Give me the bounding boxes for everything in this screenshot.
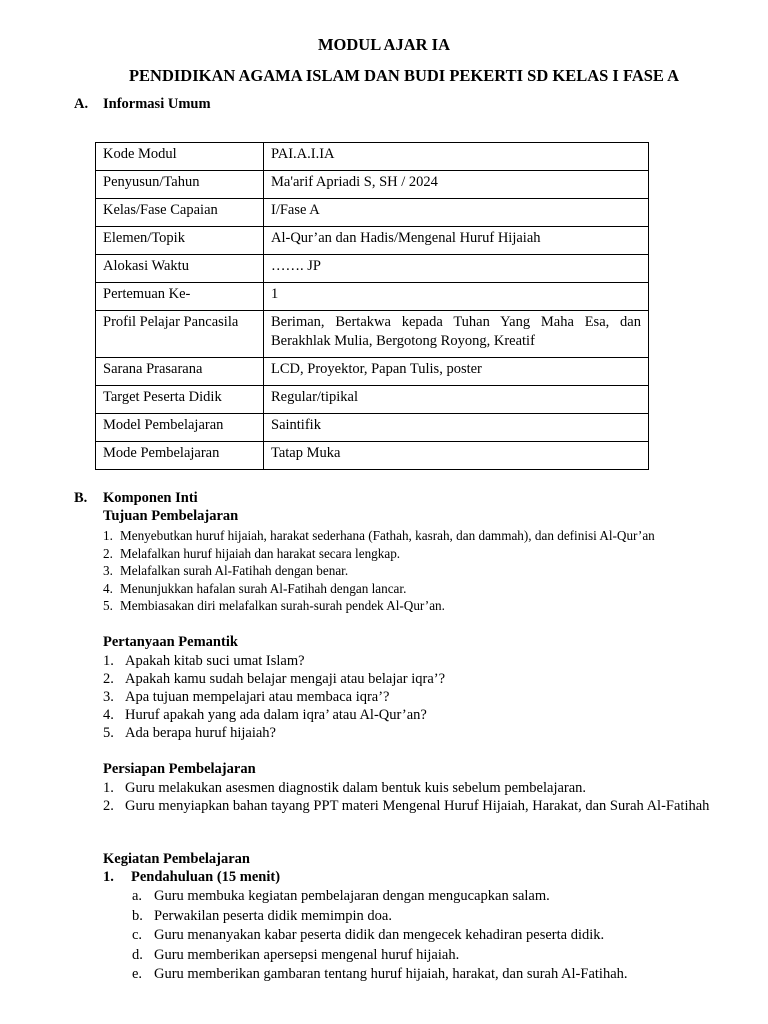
- info-value: Al-Qur’an dan Hadis/Mengenal Huruf Hijaiah: [264, 227, 649, 255]
- info-row: [96, 283, 649, 311]
- section-b-letter: B.: [74, 490, 88, 506]
- kegiatan-item-number: d.: [132, 946, 143, 963]
- kegiatan-item: [132, 926, 732, 946]
- info-row: [96, 199, 649, 227]
- pertanyaan-item-text: Huruf apakah yang ada dalam iqra’ atau Al-Qur’an?: [125, 707, 427, 723]
- pendahuluan-list: [132, 887, 732, 985]
- section-a-letter: A.: [74, 96, 89, 112]
- kegiatan-item-text: Guru memberikan apersepsi mengenal huruf hijaiah.: [154, 946, 460, 963]
- persiapan-heading: Persiapan Pembelajaran: [103, 761, 256, 777]
- persiapan-item-number: 2.: [103, 798, 114, 814]
- tujuan-item-number: 5.: [103, 598, 113, 613]
- tujuan-item-text: Menyebutkan huruf hijaiah, harakat sederhana (Fathah, kasrah, dan dammah), dan definisi Al-Qur’an: [120, 528, 655, 543]
- info-row: [96, 255, 649, 283]
- info-table: [95, 142, 649, 470]
- pertanyaan-heading: Pertanyaan Pemantik: [103, 634, 238, 650]
- tujuan-item: [103, 545, 743, 563]
- info-key: Penyusun/Tahun: [96, 171, 264, 199]
- kegiatan-item-number: a.: [132, 888, 143, 904]
- tujuan-list: [103, 527, 743, 615]
- pertanyaan-item: [103, 652, 733, 670]
- info-value: Beriman, Bertakwa kepada Tuhan Yang Maha Esa, dan Berakhlak Mulia, Bergotong Royong, Kreatif: [264, 311, 649, 358]
- section-a-title: Informasi Umum: [103, 96, 211, 112]
- info-key: Kode Modul: [96, 143, 264, 171]
- tujuan-item-text: Melafalkan surah Al-Fatihah dengan benar.: [120, 563, 349, 578]
- info-value: LCD, Proyektor, Papan Tulis, poster: [264, 358, 649, 386]
- info-value: Regular/tipikal: [264, 386, 649, 414]
- tujuan-item-number: 2.: [103, 545, 113, 561]
- kegiatan-item-text: Perwakilan peserta didik memimpin doa.: [154, 907, 392, 924]
- tujuan-item-text: Menunjukkan hafalan surah Al-Fatihah dengan lancar.: [120, 580, 407, 596]
- pertanyaan-item-text: Apakah kamu sudah belajar mengaji atau belajar iqra’?: [125, 671, 446, 687]
- info-value: ……. JP: [264, 255, 649, 283]
- kegiatan-item: [132, 965, 732, 985]
- info-row: [96, 143, 649, 171]
- info-key: Pertemuan Ke-: [96, 283, 264, 311]
- kegiatan-heading: Kegiatan Pembelajaran: [103, 851, 250, 867]
- info-row: [96, 386, 649, 414]
- kegiatan-item: [132, 887, 732, 907]
- info-key: Model Pembelajaran: [96, 414, 264, 442]
- pertanyaan-item-number: 5.: [103, 725, 114, 741]
- tujuan-item-number: 3.: [103, 563, 113, 578]
- kegiatan-item-number: c.: [132, 927, 143, 943]
- tujuan-item-number: 4.: [103, 580, 113, 596]
- pertanyaan-item-text: Ada berapa huruf hijaiah?: [125, 725, 276, 741]
- pertanyaan-item-number: 4.: [103, 707, 114, 723]
- info-key: Sarana Prasarana: [96, 358, 264, 386]
- info-key: Profil Pelajar Pancasila: [96, 311, 264, 358]
- persiapan-list: [103, 779, 730, 815]
- tujuan-item: [103, 562, 743, 580]
- info-value: Saintifik: [264, 414, 649, 442]
- pertanyaan-item: [103, 724, 733, 742]
- tujuan-item-text: Melafalkan huruf hijaiah dan harakat secara lengkap.: [120, 545, 401, 561]
- pertanyaan-item-number: 1.: [103, 653, 114, 669]
- document-title: MODUL AJAR IA: [317, 35, 450, 54]
- pendahuluan-label: Pendahuluan (15 menit): [131, 869, 281, 885]
- document-subtitle: PENDIDIKAN AGAMA ISLAM DAN BUDI PEKERTI SD KELAS I FASE A: [128, 66, 680, 85]
- persiapan-item-number: 1.: [103, 780, 114, 796]
- info-key: Target Peserta Didik: [96, 386, 264, 414]
- persiapan-item: [103, 797, 730, 815]
- pertanyaan-item-text: Apakah kitab suci umat Islam?: [125, 653, 305, 669]
- info-key: Elemen/Topik: [96, 227, 264, 255]
- persiapan-item-text: Guru menyiapkan bahan tayang PPT materi Mengenal Huruf Hijaiah, Harakat, dan Surah Al-Fatihah: [125, 798, 710, 814]
- info-row: [96, 442, 649, 470]
- info-key: Mode Pembelajaran: [96, 442, 264, 470]
- info-row: [96, 358, 649, 386]
- section-b-heading: [74, 490, 198, 507]
- info-key: Alokasi Waktu: [96, 255, 264, 283]
- persiapan-item-text: Guru melakukan asesmen diagnostik dalam bentuk kuis sebelum pembelajaran.: [125, 780, 587, 796]
- pendahuluan-heading: [103, 869, 280, 886]
- info-value: Ma'arif Apriadi S, SH / 2024: [264, 171, 649, 199]
- kegiatan-item: [132, 946, 732, 966]
- pertanyaan-item-number: 3.: [103, 689, 114, 705]
- info-row: [96, 311, 649, 358]
- pertanyaan-item-text: Apa tujuan mempelajari atau membaca iqra’?: [125, 689, 390, 705]
- kegiatan-item-number: b.: [132, 907, 143, 924]
- info-row: [96, 171, 649, 199]
- pendahuluan-number: 1.: [103, 869, 114, 885]
- info-key: Kelas/Fase Capaian: [96, 199, 264, 227]
- tujuan-item: [103, 597, 743, 615]
- info-value: PAI.A.I.IA: [264, 143, 649, 171]
- kegiatan-item-text: Guru membuka kegiatan pembelajaran dengan mengucapkan salam.: [154, 888, 550, 904]
- tujuan-heading: Tujuan Pembelajaran: [103, 508, 239, 524]
- info-row: [96, 414, 649, 442]
- info-value: I/Fase A: [264, 199, 649, 227]
- tujuan-item-text: Membiasakan diri melafalkan surah-surah pendek Al-Qur’an.: [120, 598, 445, 613]
- pertanyaan-list: [103, 652, 733, 742]
- info-value: Tatap Muka: [264, 442, 649, 470]
- kegiatan-item-text: Guru memberikan gambaran tentang huruf hijaiah, harakat, dan surah Al-Fatihah.: [154, 966, 628, 982]
- tujuan-item-number: 1.: [103, 528, 113, 543]
- pertanyaan-item: [103, 688, 733, 706]
- info-row: [96, 227, 649, 255]
- tujuan-item: [103, 527, 743, 545]
- section-b-title: Komponen Inti: [103, 490, 198, 506]
- pertanyaan-item: [103, 706, 733, 724]
- section-a-heading: [74, 96, 211, 113]
- tujuan-item: [103, 580, 743, 598]
- persiapan-item: [103, 779, 730, 797]
- kegiatan-item: [132, 907, 732, 927]
- kegiatan-item-number: e.: [132, 966, 143, 982]
- kegiatan-item-text: Guru menanyakan kabar peserta didik dan mengecek kehadiran peserta didik.: [154, 927, 605, 943]
- pertanyaan-item-number: 2.: [103, 671, 114, 687]
- pertanyaan-item: [103, 670, 733, 688]
- info-value: 1: [264, 283, 649, 311]
